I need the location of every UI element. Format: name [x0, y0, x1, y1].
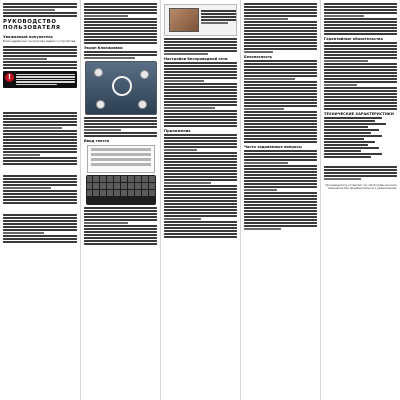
col5-warranty-text [324, 42, 397, 110]
lock-ring-icon [112, 76, 132, 96]
lock-screen-text [84, 51, 157, 59]
intro-text: Благодарим вас за покупку нашего устройства. [3, 39, 77, 44]
text-input-heading: Ввод текста [84, 139, 110, 144]
column-3 [160, 0, 240, 400]
col2-top-text [84, 3, 157, 44]
lock-screen-heading: Экран блокировки [84, 46, 123, 50]
col4-faq-text [244, 150, 317, 230]
col2-bottom-text [84, 207, 157, 245]
intro-body [3, 46, 77, 69]
security-heading: Безопасность [244, 55, 273, 59]
column-1 [0, 0, 80, 400]
warning-icon: ! [5, 73, 14, 82]
col3-top-text [164, 38, 237, 55]
warning-box [3, 71, 77, 89]
col3-wifi-text [164, 62, 237, 127]
column-4 [240, 0, 320, 400]
col4-top-text [244, 3, 317, 53]
document-title: РУКОВОДСТВО ПОЛЬЗОВАТЕЛЯ [3, 19, 61, 31]
col5-top-text [324, 3, 397, 35]
wifi-settings-heading: Настройки беспроводной сети [164, 57, 228, 61]
col3-apps-text [164, 134, 237, 238]
body-text-1 [3, 112, 77, 165]
specs-list [324, 117, 397, 158]
col4-security-text [244, 60, 317, 143]
body-text-3 [3, 214, 77, 243]
app-icon [140, 70, 149, 79]
footer-caption: Производитель оставляет за собой право вносить изменения без предварительного уведомления. [325, 183, 397, 191]
faq-heading: Часто задаваемые вопросы [244, 145, 302, 150]
column-5 [320, 0, 400, 400]
specs-heading: ТЕХНИЧЕСКИЕ ХАРАКТЕРИСТИКИ [324, 112, 394, 117]
app-icon [94, 68, 103, 77]
column-2 [80, 0, 160, 400]
col2-mid-text [84, 117, 157, 137]
body-text-2 [3, 175, 77, 204]
phone-photo-image [164, 4, 237, 36]
app-icon [138, 100, 147, 109]
keyboard-image [86, 175, 156, 205]
settings-list-image [87, 145, 155, 173]
col5-bottom-text [324, 166, 397, 180]
intro-heading: Уважаемый покупатель [3, 35, 53, 39]
app-icon [96, 100, 105, 109]
apps-heading: Приложения [164, 129, 191, 134]
warranty-heading: Гарантийные обязательства [324, 37, 383, 41]
dense-text-block [3, 3, 77, 17]
lock-screen-image [85, 61, 157, 115]
